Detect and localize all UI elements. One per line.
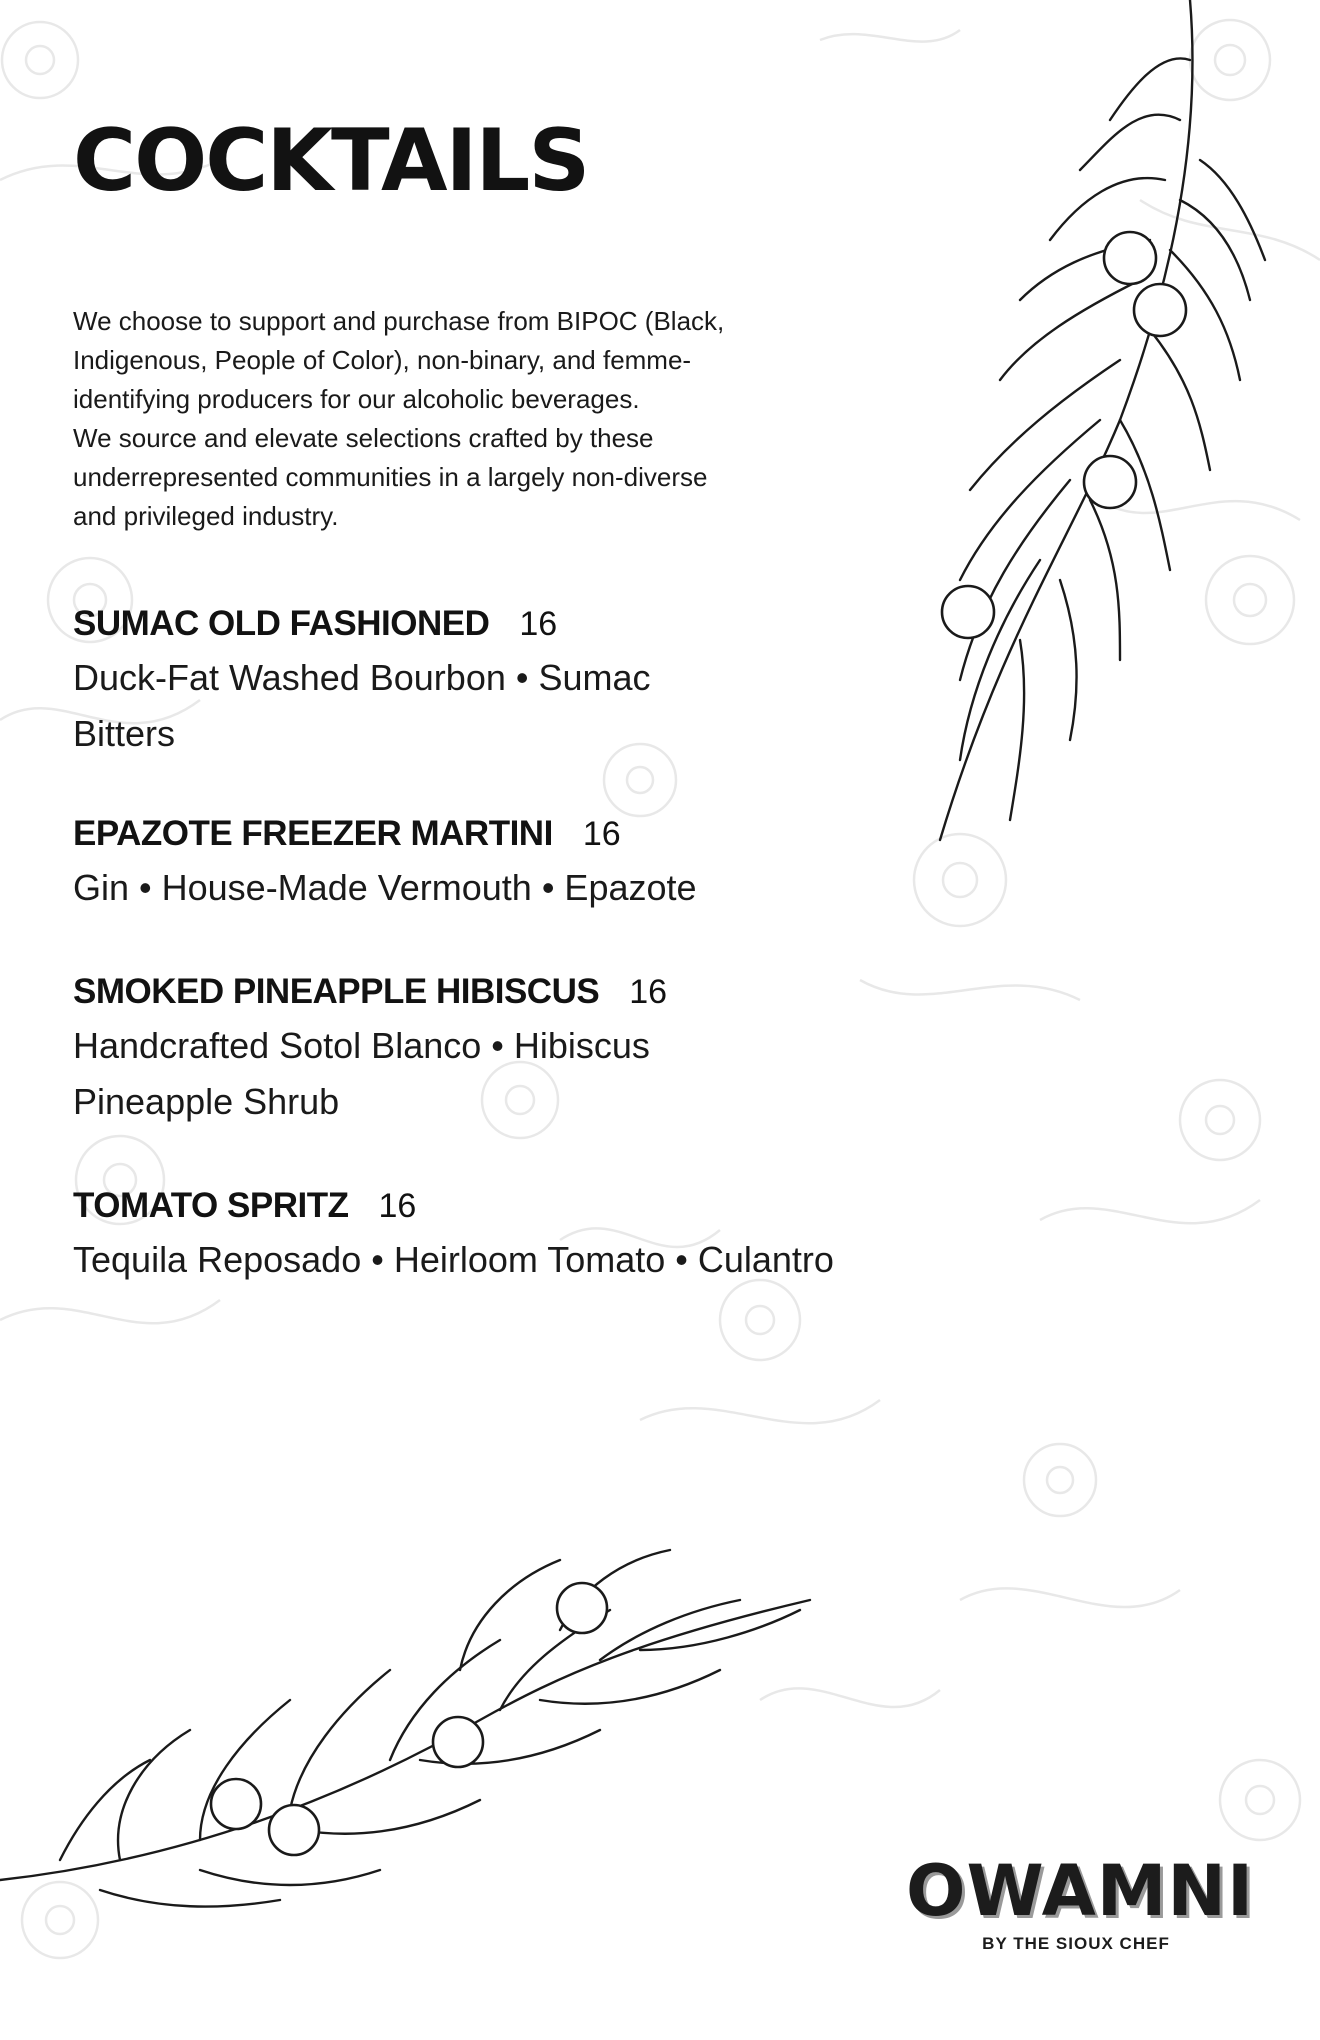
cocktail-description — [73, 860, 893, 916]
intro-line: and privileged industry. — [73, 501, 339, 531]
intro-line: Indigenous, People of Color), non-binary, and femme- — [73, 345, 692, 375]
description-line: Pineapple Shrub — [73, 1081, 340, 1122]
cocktail-item — [73, 604, 893, 762]
cocktail-price: 16 — [629, 973, 668, 1011]
logo-tagline: BY THE SIOUX CHEF — [982, 1934, 1170, 1953]
cocktail-description — [73, 650, 893, 762]
logo-wordmark: OWAMNI — [906, 1850, 1255, 1932]
cocktail-name: TOMATO SPRITZ — [73, 1186, 349, 1225]
juniper-branch-icon — [0, 1460, 830, 1920]
cocktail-item — [73, 814, 893, 916]
cocktail-description — [73, 1232, 893, 1288]
cocktail-price: 16 — [582, 815, 621, 853]
intro-line: identifying producers for our alcoholic beverages. — [73, 384, 640, 414]
intro-line: We source and elevate selections crafted by these — [73, 423, 654, 453]
intro-line: We choose to support and purchase from BIPOC (Black, — [73, 306, 725, 336]
cocktail-description — [73, 1018, 893, 1130]
description-line: Duck-Fat Washed Bourbon • Sumac — [73, 657, 651, 698]
description-line: Gin • House-Made Vermouth • Epazote — [73, 867, 697, 908]
cocktail-item — [73, 1186, 893, 1288]
intro-line: underrepresented communities in a largely non-diverse — [73, 462, 708, 492]
cocktail-name: SUMAC OLD FASHIONED — [73, 604, 490, 643]
cocktail-price: 16 — [378, 1187, 417, 1225]
brand-logo — [906, 1850, 1255, 1954]
cocktail-price: 16 — [519, 605, 558, 643]
description-line: Bitters — [73, 713, 176, 754]
description-line: Tequila Reposado • Heirloom Tomato • Culantro — [73, 1239, 834, 1280]
description-line: Handcrafted Sotol Blanco • Hibiscus — [73, 1025, 650, 1066]
cocktail-name: SMOKED PINEAPPLE HIBISCUS — [73, 972, 600, 1011]
page-title: COCKTAILS — [73, 111, 589, 211]
cocktail-name: EPAZOTE FREEZER MARTINI — [73, 814, 553, 853]
intro-text — [73, 302, 793, 536]
cocktail-item — [73, 972, 893, 1130]
